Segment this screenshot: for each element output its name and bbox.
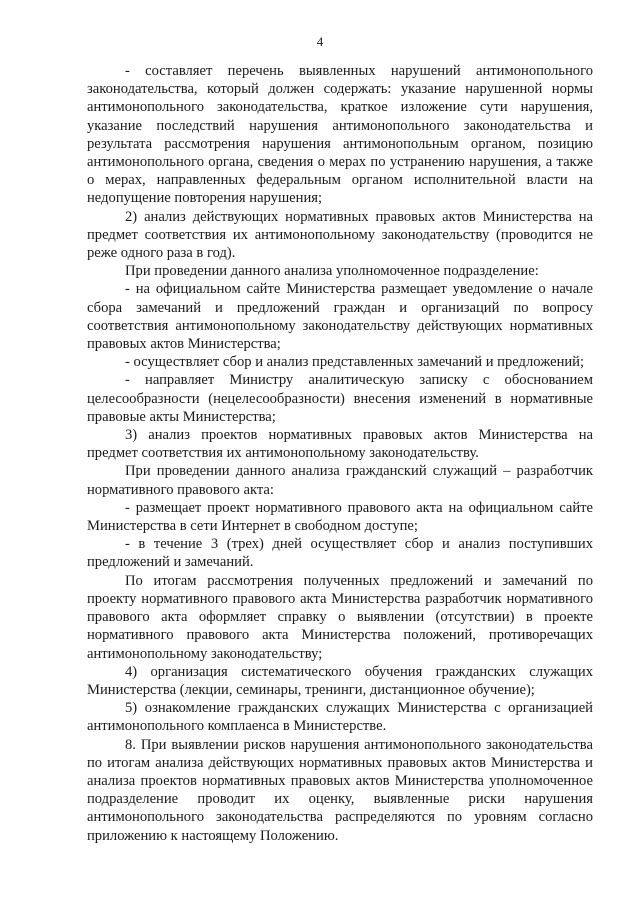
paragraph-collection: - осуществляет сбор и анализ представленных замечаний и предложений; xyxy=(125,354,585,371)
paragraph-item-5: 5) ознакомление гражданских служащих Министерства с организацией антимонопольного комплаенса в Министерстве. xyxy=(87,700,593,735)
page-number: 4 xyxy=(316,34,324,49)
paragraph-violations-list: - составляет перечень выявленных нарушений антимонопольного законодательства, который должен содержать: указание нарушенной нормы антимонопольного законодательства, краткое изложение сути нарушения, указание последствий нарушения антимонопольного законодательства и результата рассмотрения нарушения антимонопольным органом, позицию антимонопольного органа, сведения о мерах по устранению нарушения, а также о мерах, направленных федеральным органом исполнительной власти на недопущение повторения нарушения; xyxy=(87,63,593,207)
paragraph-developer-intro: При проведении данного анализа гражданский служащий – разработчик нормативного правового акта: xyxy=(87,463,593,498)
paragraph-notice-placement: - на официальном сайте Министерства размещает уведомление о начале сбора замечаний и предложений граждан и организаций по вопросу соответствия антимонопольному законодательству действующих нормативных правовых актов Министерства; xyxy=(87,281,593,353)
paragraph-item-3: 3) анализ проектов нормативных правовых актов Министерства на предмет соответствия их антимонопольному законодательству. xyxy=(87,427,593,462)
paragraph-section-8: 8. При выявлении рисков нарушения антимонопольного законодательства по итогам анализа действующих нормативных правовых актов Министерства и анализа проектов нормативных правовых актов Министерства уполномоченное подразделение проводит их оценку, выявленные риски нарушения антимонопольного законодательства распределяются по уровням согласно приложению к настоящему Положению. xyxy=(87,736,593,844)
paragraph-results-certificate: По итогам рассмотрения полученных предложений и замечаний по проекту нормативного правового акта Министерства разработчик нормативного правового акта оформляет справку о выявлении (отсутствии) в проекте нормативного правового акта Министерства положений, противоречащих антимонопольному законодательству; xyxy=(87,572,593,662)
paragraph-analytical-note: - направляет Министру аналитическую записку с обоснованием целесообразности (нецелесообразности) внесения изменений в нормативные правовые акты Министерства; xyxy=(87,372,593,425)
document-body xyxy=(87,62,593,845)
paragraph-item-4: 4) организация систематического обучения гражданских служащих Министерства (лекции, семинары, тренинги, дистанционное обучение); xyxy=(87,663,593,698)
paragraph-three-days: - в течение 3 (трех) дней осуществляет сбор и анализ поступивших предложений и замечаний. xyxy=(87,536,593,571)
paragraph-draft-placement: - размещает проект нормативного правового акта на официальном сайте Министерства в сети Интернет в свободном доступе; xyxy=(87,499,593,535)
paragraph-analysis-intro: При проведении данного анализа уполномоченное подразделение: xyxy=(125,263,539,280)
paragraph-item-2: 2) анализ действующих нормативных правовых актов Министерства на предмет соответствия их антимонопольному законодательству (проводится не реже одного раза в год). xyxy=(87,208,593,262)
